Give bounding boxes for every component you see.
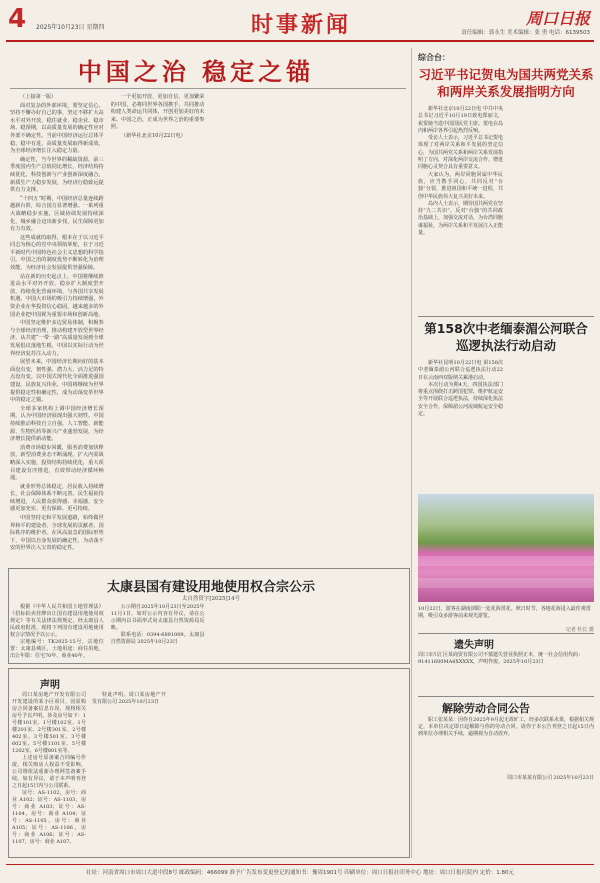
land-paragraph: 联系电话：0394-6891009。太康县自然资源局 2025年10月23日 (110, 632, 205, 645)
lead-headline: 中国之治 稳定之锚 (77, 58, 315, 86)
page-number: 4 (8, 4, 27, 34)
photo-credit: 记者 杜长 摄 (565, 627, 594, 633)
lead-article-body (10, 94, 406, 564)
labor-notice-sign: 周口市某某有限公司 2025年10月23日 (506, 775, 594, 781)
lead-paragraph: 面对复杂的外部环境，要坚定信心，坚持不懈办好自己的事，坚定不移扩大高水平对外开放，稳住就业、稳企业、稳市场、稳预期，以高质量发展的确定性应对外部不确定性。当前中国经济运行总体平稳、稳中有进，高质量发展取得新成效，为全球经济增长注入稳定力量。 (10, 102, 104, 155)
lead-paragraph: 中国坚定维护多边贸易体制，积极参与全球经济治理，推动构建开放型世界经济。从共建“一带一路”高质量发展到全球发展倡议落地生根，中国以实际行动为世界经济复苏注入动力。 (10, 320, 104, 357)
patrol-headline: 第158次中老缅泰湄公河联合巡逻执法行动启动 (424, 321, 588, 353)
lead-paragraph: 一个更加开放、更加自信、更加繁荣的中国，必将同世界各国携手，共同推动构建人类命运共同体，开创更加美好的未来。中国之治，正成为世界之治的重要参照。 (110, 94, 205, 131)
lead-paragraph: 确定性，当今世界的稀缺资源。前三季度国内生产总值同比增长，经济结构持续优化，科技创新与产业创新深度融合，新质生产力稳步发展，为经济行稳致远提供有力支撑。 (10, 156, 104, 194)
lead-paragraph: （新华社北京10月22日电） (120, 132, 186, 139)
land-paragraph: 宗地编号：TK2025-15号，宗地位置：太康县城区，土地用途：商住用地，出让年限：住宅70年、商业40年。 (10, 639, 104, 659)
newspaper-page (6, 4, 594, 879)
land-paragraph: 公示期自2025年10月23日至2025年11月1日。如对公示内容有异议，请在公示期内以书面形式向太康县自然资源局反映。 (110, 604, 205, 631)
statement-body (12, 692, 406, 854)
footer-info: 社址：河南省周口市周口大道中段8号 邮政编码：466099 准予广告发布变更登记的通知书：豫周1901号 印刷单位：周口日报社印务中心 地址：周口日报社院内 定价：1.80元 (6, 864, 594, 878)
labor-paragraph: 职工张某某：因你自2025年9月起无故旷工，经多次联系未果，根据相关规定，本单位决定即日起解除与你的劳动合同。请你于本公告刊登之日起15日内到单位办理相关手续，逾期视为自动放弃。 (418, 717, 594, 737)
right-paragraph: 大家认为，两岸同胞同属中华民族，应当携手同心，共同反对“台独”分裂，推进祖国和平统一进程，共创中华民族伟大复兴美好未来。 (418, 171, 503, 200)
lead-paragraph: 中国坚持走和平发展道路，始终做世界和平的建设者、全球发展的贡献者、国际秩序的维护者。在风高浪急的国际形势下，中国以自身发展的确定性，为动荡不安的世界注入宝贵的稳定性。 (10, 515, 104, 552)
patrol-paragraph: 本次行动为期4天，四国执法部门将重点围绕打击跨国犯罪、维护航运安全等开展联合巡逻执法，持续深化执法安全合作，保障湄公河流域航运安全稳定。 (418, 381, 504, 418)
right-article-body (418, 106, 594, 312)
land-notice-doc-number: 太自然资字[2025]14号 (181, 596, 241, 602)
land-notice-body (10, 604, 406, 660)
right-paragraph: 新华社北京10月22日电 中共中央总书记习近平10月19日致电郑丽文，祝贺她当选中国国民党主席。贺电在岛内和两岸各界引起热烈反响。 (418, 106, 504, 134)
right-paragraph: 受访人士表示，习近平总书记贺电体现了对两岸关系和平发展的坚定信心，为国共两党关系和两岸关系发展指明了方向，对深化两岸交流合作、增进同胞心灵契合具有重要意义。 (418, 135, 504, 171)
labor-notice-title: 解除劳动合同公告 (442, 702, 530, 715)
paper-logo: 周口日报 (525, 9, 590, 28)
photo-stripe (418, 578, 594, 588)
lead-paragraph: “十四五”时期，中国经济总量连续跨越新台阶，综合国力显著增强。一系列重大战略稳步实施，区域协调发展持续深化，城乡融合迈出新步伐，民生保障更加有力有效。 (10, 195, 104, 233)
flower-field-photo (418, 494, 594, 602)
lead-paragraph: 全球多家机构上调中国经济增长预期，认为中国经济展现出强大韧性。中国持续推动科技自立自强，人工智能、新能源、生物医药等新兴产业蓬勃发展，为经济增长提供新动能。 (10, 405, 104, 443)
column-divider (411, 48, 412, 858)
lost-notice-title: 遗失声明 (454, 640, 494, 651)
labor-notice-body (418, 717, 594, 738)
right-paragraph: 岛内人士表示，期待国共两党在坚持“九二共识”、反对“台独”的共同政治基础上，加强交流对话，为台湾同胞谋福祉，为两岸关系和平发展注入正能量。 (418, 200, 504, 237)
right-headline: 习近平书记贺电为国共两党关系和两岸关系发展指明方向 (418, 67, 594, 99)
lead-paragraph: 消费市场稳步回暖，服务消费加快释放，新型消费业态不断涌现。扩大内需战略深入实施，投资结构持续优化，重大项目建设有序推进，有效带动经济循环畅通。 (10, 444, 104, 482)
statement-title: 声明 (40, 680, 60, 691)
patrol-article-body (418, 360, 594, 490)
land-paragraph: 根据《中华人民共和国土地管理法》《招标拍卖挂牌出让国有建设用地使用权规定》等有关法律法规规定，经太康县人民政府批准，现将下列国有建设用地使用权合宗情况予以公示。 (10, 604, 104, 638)
lead-paragraph: 就业形势总体稳定，居民收入持续增长，社会保障体系不断完善。民生福祉持续增进，人民群众获得感、幸福感、安全感更加充实、更有保障、更可持续。 (10, 483, 104, 513)
land-notice-title: 太康县国有建设用地使用权合宗公示 (106, 580, 315, 595)
lead-paragraph: 站在新的历史起点上，中国将继续推进高水平对外开放，稳步扩大制度型开放，持续优化营商环境，与各国共享发展机遇。中国大市场的吸引力持续增强，外资企业在华投资信心稳固，越来越多的外国企业把中国视为重要市场和创新高地。 (10, 273, 104, 318)
section-title: 时事新闻 (250, 12, 351, 38)
lead-paragraph: 展望未来，中国经济长期向好的基本面没有变，韧性强、潜力大、活力足的特点没有变。以中国式现代化全面推进强国建设、民族复兴伟业，中国将继续为世界提供稳定性和确定性，成为动荡变革世界中的稳定之锚。 (10, 359, 104, 404)
right-tag: 综合台： (418, 53, 450, 62)
patrol-paragraph: 新华社昆明10月22日电 第158次中老缅泰湄公河联合巡逻执法行动22日在云南西双版纳关累港启动。 (418, 360, 503, 381)
statement-paragraph: 周口某房地产开发有限公司开发建设的某小区项目，因原购房合同备案信息有误，现将相关房号予以声明。涉及房号如下：1号楼101室、1号楼102室、1号楼201室、2号楼301室、2号楼402室、3号楼501室、3号楼602室、5号楼1101室、5号楼1202室、6号楼801室等。 (12, 692, 86, 754)
divider (10, 88, 406, 89)
photo-caption: 10月22日，游客在湖南浏阳一处花海赏花。秋日时节，各地花海进入最佳观赏期，吸引众多游客前来观光游览。 (418, 606, 591, 619)
date-line: 2025年10月23日 星期四 (36, 24, 105, 31)
lead-paragraph: 这些成就的取得，根本在于以习近平同志为核心的党中央领航掌舵，在于习近平新时代中国特色社会主义思想的科学指引。中国之治的制度优势不断转化为治理效能，为经济社会发展提供坚强保障。 (10, 234, 104, 272)
editor-line: 责任编辑：郭永生 美术编辑：张 勇 电话：6139503 (461, 30, 590, 36)
statement-paragraph: 上述房号原备案合同编号作废，相关购房人权益不受影响，公司将依法重新办理网签备案手续。如有异议，请于本声明刊登之日起15日内与公司联系。 (12, 755, 86, 789)
divider (418, 316, 594, 317)
lost-notice-body: 周口市川汇区某商贸有限公司不慎遗失营业执照正本，统一社会信用代码：91411600MA4XXXXX，声明作废。2025年10月23日 (418, 652, 584, 665)
statement-paragraph: 特此声明。周口某房地产开发有限公司 2025年10月23日 (92, 692, 166, 705)
photo-stripe (418, 556, 594, 566)
lead-paragraph: （上接第一版） (20, 94, 57, 100)
statement-paragraph: 证号：AS-1102，房号：商业 A102；证号：AS-1103，房号：商业 A103；证号：AS-1104，房号：商业 A104；证号：AS-1105，房号：商业 A105；证号：AS-1106，房号：商业 A106；证号：AS-1107，房号：商业 A107。 (12, 790, 86, 845)
divider (418, 696, 594, 697)
masthead (6, 4, 594, 42)
divider (418, 633, 594, 634)
